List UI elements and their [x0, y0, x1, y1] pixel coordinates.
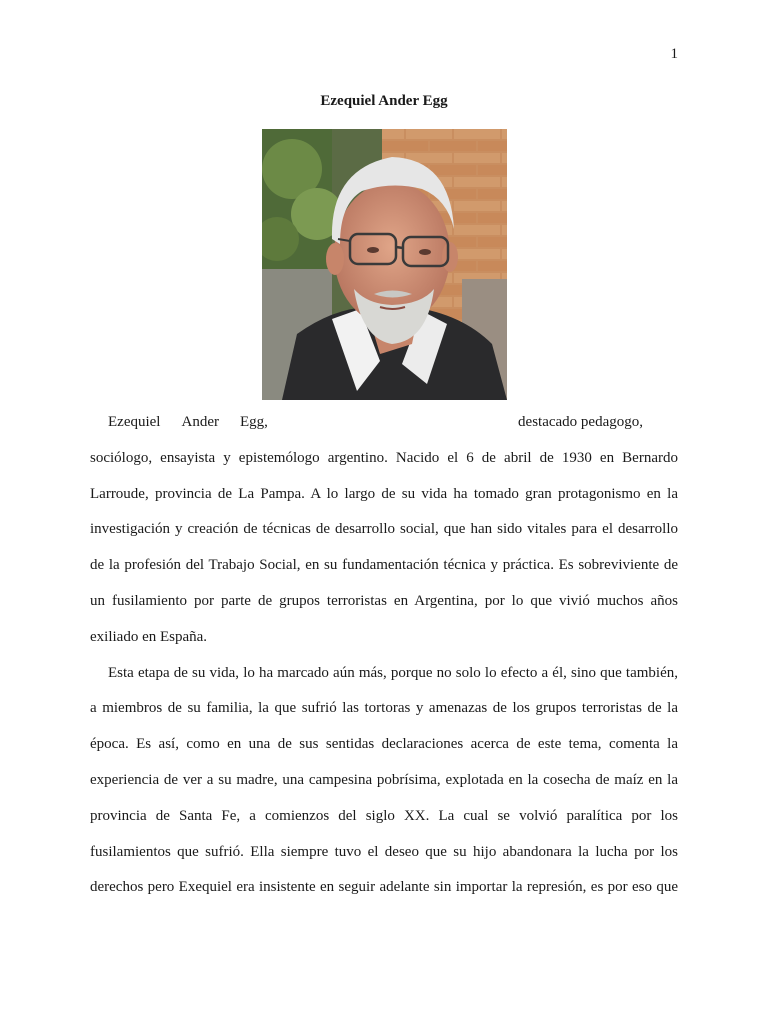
document-title: Ezequiel Ander Egg [320, 93, 448, 109]
paragraph-first-line [90, 405, 678, 441]
paragraph-line: exiliado en España. [90, 628, 208, 645]
first-line-word: Ander [181, 414, 219, 430]
portrait-photo [262, 129, 507, 400]
paragraph-line: un fusilamiento por parte de grupos terroristas en Argentina, por lo que vivió muchos años [90, 592, 678, 609]
paragraph-line: derechos pero Exequiel era insistente en seguir adelante sin importar la represión, es por eso que [90, 879, 678, 896]
paragraph-line: investigación y creación de técnicas de desarrollo social, que han sido vitales para el desarrollo [90, 521, 678, 538]
page-number: 1 [670, 46, 678, 62]
paragraph-line: sociólogo, ensayista y epistemólogo argentino. Nacido el 6 de abril de 1930 en Bernardo [90, 449, 678, 466]
first-line-word: Egg, [239, 414, 268, 430]
paragraph-line: época. Es así, como en una de sus sentidas declaraciones acerca de este tema, comenta la [90, 736, 678, 753]
first-line-trailing: destacado pedagogo, [518, 414, 643, 430]
first-line-lead [108, 405, 289, 441]
paragraph-line: provincia de Santa Fe, a comienzos del siglo XX. La cual se volvió paralítica por los [90, 807, 678, 824]
paragraph-line: Larroude, provincia de La Pampa. A lo largo de su vida ha tomado gran protagonismo en la [90, 485, 678, 502]
paragraph-line: Esta etapa de su vida, lo ha marcado aún más, porque no solo lo efecto a él, sino que también, [108, 664, 678, 681]
paragraph-line: experiencia de ver a su madre, una campesina pobrísima, explotada en la cosecha de maíz en la [90, 771, 678, 788]
paragraph-line: a miembros de su familia, la que sufrió las tortoras y amenazas de los grupos terroristas de la [90, 700, 678, 717]
paragraph-line: de la profesión del Trabajo Social, en su fundamentación técnica y práctica. Es sobreviviente de [90, 557, 678, 574]
body-text [90, 405, 678, 906]
first-line-word: Ezequiel [108, 414, 161, 430]
paragraph-line: fusilamientos que sufrió. Ella siempre tuvo el deseo que su hijo abandonara la lucha por los [90, 843, 678, 860]
